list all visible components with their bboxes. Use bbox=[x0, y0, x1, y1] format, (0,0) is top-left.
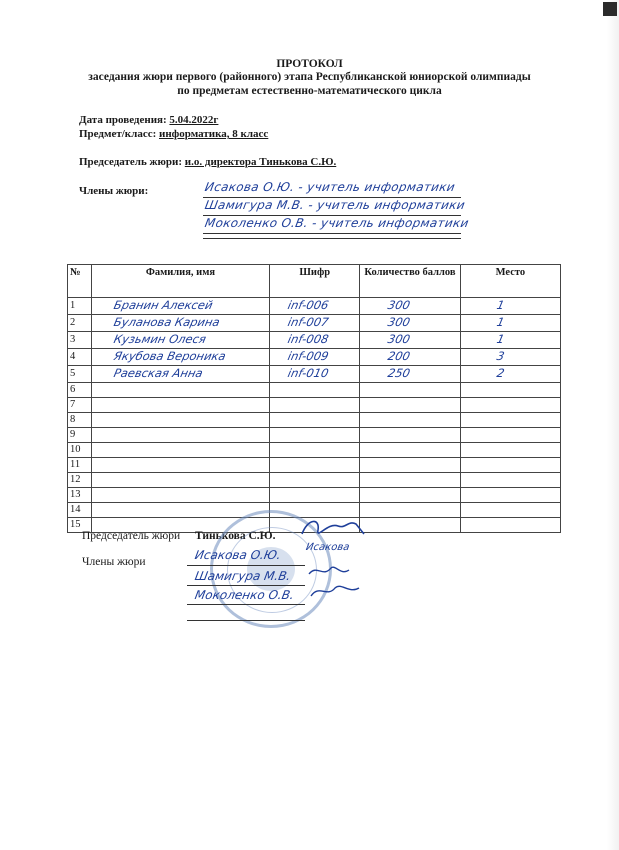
row-score bbox=[360, 349, 461, 366]
row-score bbox=[360, 473, 461, 488]
subject-row bbox=[79, 127, 268, 141]
row-code bbox=[270, 332, 360, 349]
row-code-text: inf-010 bbox=[286, 366, 331, 380]
row-place bbox=[460, 428, 560, 443]
row-code-text: inf-006 bbox=[286, 298, 331, 312]
row-place bbox=[460, 413, 560, 428]
sig-underline-2 bbox=[187, 585, 305, 586]
row-place-text: 1 bbox=[495, 332, 506, 346]
col-header-score: Количество баллов bbox=[360, 265, 461, 298]
row-code bbox=[270, 428, 360, 443]
row-number: 9 bbox=[68, 428, 92, 443]
row-score-text: 300 bbox=[386, 332, 412, 346]
row-place bbox=[460, 366, 560, 383]
row-code bbox=[270, 398, 360, 413]
scan-corner-mark bbox=[603, 2, 617, 16]
row-code-text: inf-009 bbox=[286, 349, 331, 363]
row-name bbox=[91, 298, 270, 315]
chair-label: Председатель жюри: bbox=[79, 156, 183, 168]
row-number: 2 bbox=[68, 315, 92, 332]
table-row bbox=[68, 298, 561, 315]
subject-label: Предмет/класс: bbox=[79, 128, 157, 140]
row-place bbox=[460, 298, 560, 315]
sig-member-name-3: Моколенко О.В. bbox=[193, 588, 296, 602]
chair-row bbox=[79, 155, 336, 169]
sig-member-name-2: Шамигура М.В. bbox=[193, 569, 292, 583]
row-number: 1 bbox=[68, 298, 92, 315]
row-code bbox=[270, 473, 360, 488]
row-name-text: Кузьмин Олеся bbox=[112, 332, 208, 346]
row-number: 13 bbox=[68, 488, 92, 503]
row-number: 8 bbox=[68, 413, 92, 428]
row-place bbox=[460, 473, 560, 488]
member-signatures bbox=[305, 556, 365, 616]
row-score bbox=[360, 518, 461, 533]
row-place-text: 2 bbox=[495, 366, 506, 380]
row-score-text: 300 bbox=[386, 315, 412, 329]
row-name-text: Буланова Карина bbox=[112, 315, 221, 329]
member-underline-3 bbox=[203, 233, 461, 234]
row-place bbox=[460, 315, 560, 332]
table-row bbox=[68, 458, 561, 473]
sig-chair-label: Председатель жюри bbox=[82, 530, 181, 542]
row-score bbox=[360, 398, 461, 413]
row-name bbox=[91, 488, 270, 503]
row-code-text: inf-008 bbox=[286, 332, 331, 346]
results-table bbox=[67, 264, 561, 533]
row-place bbox=[460, 443, 560, 458]
jury-member-2: Шамигура М.В. - учитель информатики bbox=[203, 198, 467, 212]
row-code bbox=[270, 443, 360, 458]
row-place bbox=[460, 458, 560, 473]
row-name-text: Раевская Анна bbox=[112, 366, 204, 380]
table-row bbox=[68, 473, 561, 488]
row-code bbox=[270, 383, 360, 398]
row-score-text: 200 bbox=[386, 349, 412, 363]
chair-signature bbox=[298, 514, 368, 544]
sig-members-label: Члены жюри bbox=[82, 556, 146, 568]
chair-value: и.о. директора Тинькова С.Ю. bbox=[184, 156, 337, 168]
sig-underline-1 bbox=[187, 565, 305, 566]
table-row bbox=[68, 443, 561, 458]
row-place bbox=[460, 332, 560, 349]
row-number: 7 bbox=[68, 398, 92, 413]
col-header-code: Шифр bbox=[270, 265, 360, 298]
sig-member-note: Исакова bbox=[305, 542, 351, 553]
row-name bbox=[91, 315, 270, 332]
subject-value: информатика, 8 класс bbox=[159, 128, 269, 140]
document-title: ПРОТОКОЛ bbox=[276, 58, 343, 70]
row-code-text: inf-007 bbox=[286, 315, 331, 329]
table-row bbox=[68, 488, 561, 503]
row-place bbox=[460, 488, 560, 503]
row-name bbox=[91, 349, 270, 366]
row-name bbox=[91, 332, 270, 349]
row-name bbox=[91, 443, 270, 458]
row-code bbox=[270, 315, 360, 332]
table-row bbox=[68, 383, 561, 398]
row-place-text: 1 bbox=[495, 315, 506, 329]
table-row bbox=[68, 315, 561, 332]
scan-edge bbox=[607, 0, 619, 850]
row-score bbox=[360, 458, 461, 473]
col-header-name: Фамилия, имя bbox=[91, 265, 270, 298]
member-underline-4 bbox=[203, 238, 461, 239]
date-row bbox=[79, 113, 218, 127]
row-number: 15 bbox=[68, 518, 92, 533]
col-header-number: № bbox=[68, 265, 92, 298]
table-header-row bbox=[68, 265, 561, 298]
row-score bbox=[360, 383, 461, 398]
row-name-text: Бранин Алексей bbox=[112, 298, 214, 312]
row-place-text: 3 bbox=[495, 349, 506, 363]
jury-member-3: Моколенко О.В. - учитель информатики bbox=[203, 216, 470, 230]
sig-member-name-1: Исакова О.Ю. bbox=[193, 548, 283, 562]
row-score bbox=[360, 298, 461, 315]
row-name bbox=[91, 398, 270, 413]
row-score bbox=[360, 443, 461, 458]
row-name bbox=[91, 428, 270, 443]
table-body bbox=[68, 298, 561, 533]
table-row bbox=[68, 349, 561, 366]
row-name bbox=[91, 383, 270, 398]
row-name-text: Якубова Вероника bbox=[112, 349, 227, 363]
row-number: 4 bbox=[68, 349, 92, 366]
row-score bbox=[360, 488, 461, 503]
row-code bbox=[270, 413, 360, 428]
row-name bbox=[91, 366, 270, 383]
table-row bbox=[68, 332, 561, 349]
date-value: 5.04.2022г bbox=[169, 114, 219, 126]
sig-underline-3 bbox=[187, 604, 305, 605]
members-label: Члены жюри: bbox=[79, 185, 149, 197]
sig-underline-4 bbox=[187, 620, 305, 621]
row-number: 14 bbox=[68, 503, 92, 518]
row-name bbox=[91, 413, 270, 428]
row-code bbox=[270, 488, 360, 503]
row-score bbox=[360, 315, 461, 332]
row-code bbox=[270, 349, 360, 366]
col-header-place: Место bbox=[460, 265, 560, 298]
row-score bbox=[360, 332, 461, 349]
row-place bbox=[460, 383, 560, 398]
row-score bbox=[360, 366, 461, 383]
row-name bbox=[91, 473, 270, 488]
member-underline-1 bbox=[203, 197, 461, 198]
member-underline-2 bbox=[203, 215, 461, 216]
row-score-text: 250 bbox=[386, 366, 412, 380]
row-number: 12 bbox=[68, 473, 92, 488]
date-label: Дата проведения: bbox=[79, 114, 167, 126]
row-place bbox=[460, 398, 560, 413]
document-subtitle-line1: заседания жюри первого (районного) этапа Республиканской юниорской олимпиады bbox=[88, 71, 531, 83]
jury-member-1: Исакова О.Ю. - учитель информатики bbox=[203, 180, 457, 194]
row-code bbox=[270, 366, 360, 383]
row-name bbox=[91, 458, 270, 473]
row-place bbox=[460, 503, 560, 518]
row-number: 3 bbox=[68, 332, 92, 349]
document-subtitle-line2: по предметам естественно-математического цикла bbox=[177, 85, 442, 97]
row-number: 11 bbox=[68, 458, 92, 473]
row-code bbox=[270, 458, 360, 473]
row-score bbox=[360, 428, 461, 443]
row-number: 5 bbox=[68, 366, 92, 383]
row-code bbox=[270, 298, 360, 315]
row-place bbox=[460, 518, 560, 533]
row-place-text: 1 bbox=[495, 298, 506, 312]
row-number: 6 bbox=[68, 383, 92, 398]
row-number: 10 bbox=[68, 443, 92, 458]
table-row bbox=[68, 366, 561, 383]
table-row bbox=[68, 398, 561, 413]
sig-chair-name: Тинькова С.Ю. bbox=[195, 530, 276, 542]
row-place bbox=[460, 349, 560, 366]
row-score bbox=[360, 413, 461, 428]
table-row bbox=[68, 428, 561, 443]
table-row bbox=[68, 413, 561, 428]
row-score-text: 300 bbox=[386, 298, 412, 312]
row-score bbox=[360, 503, 461, 518]
